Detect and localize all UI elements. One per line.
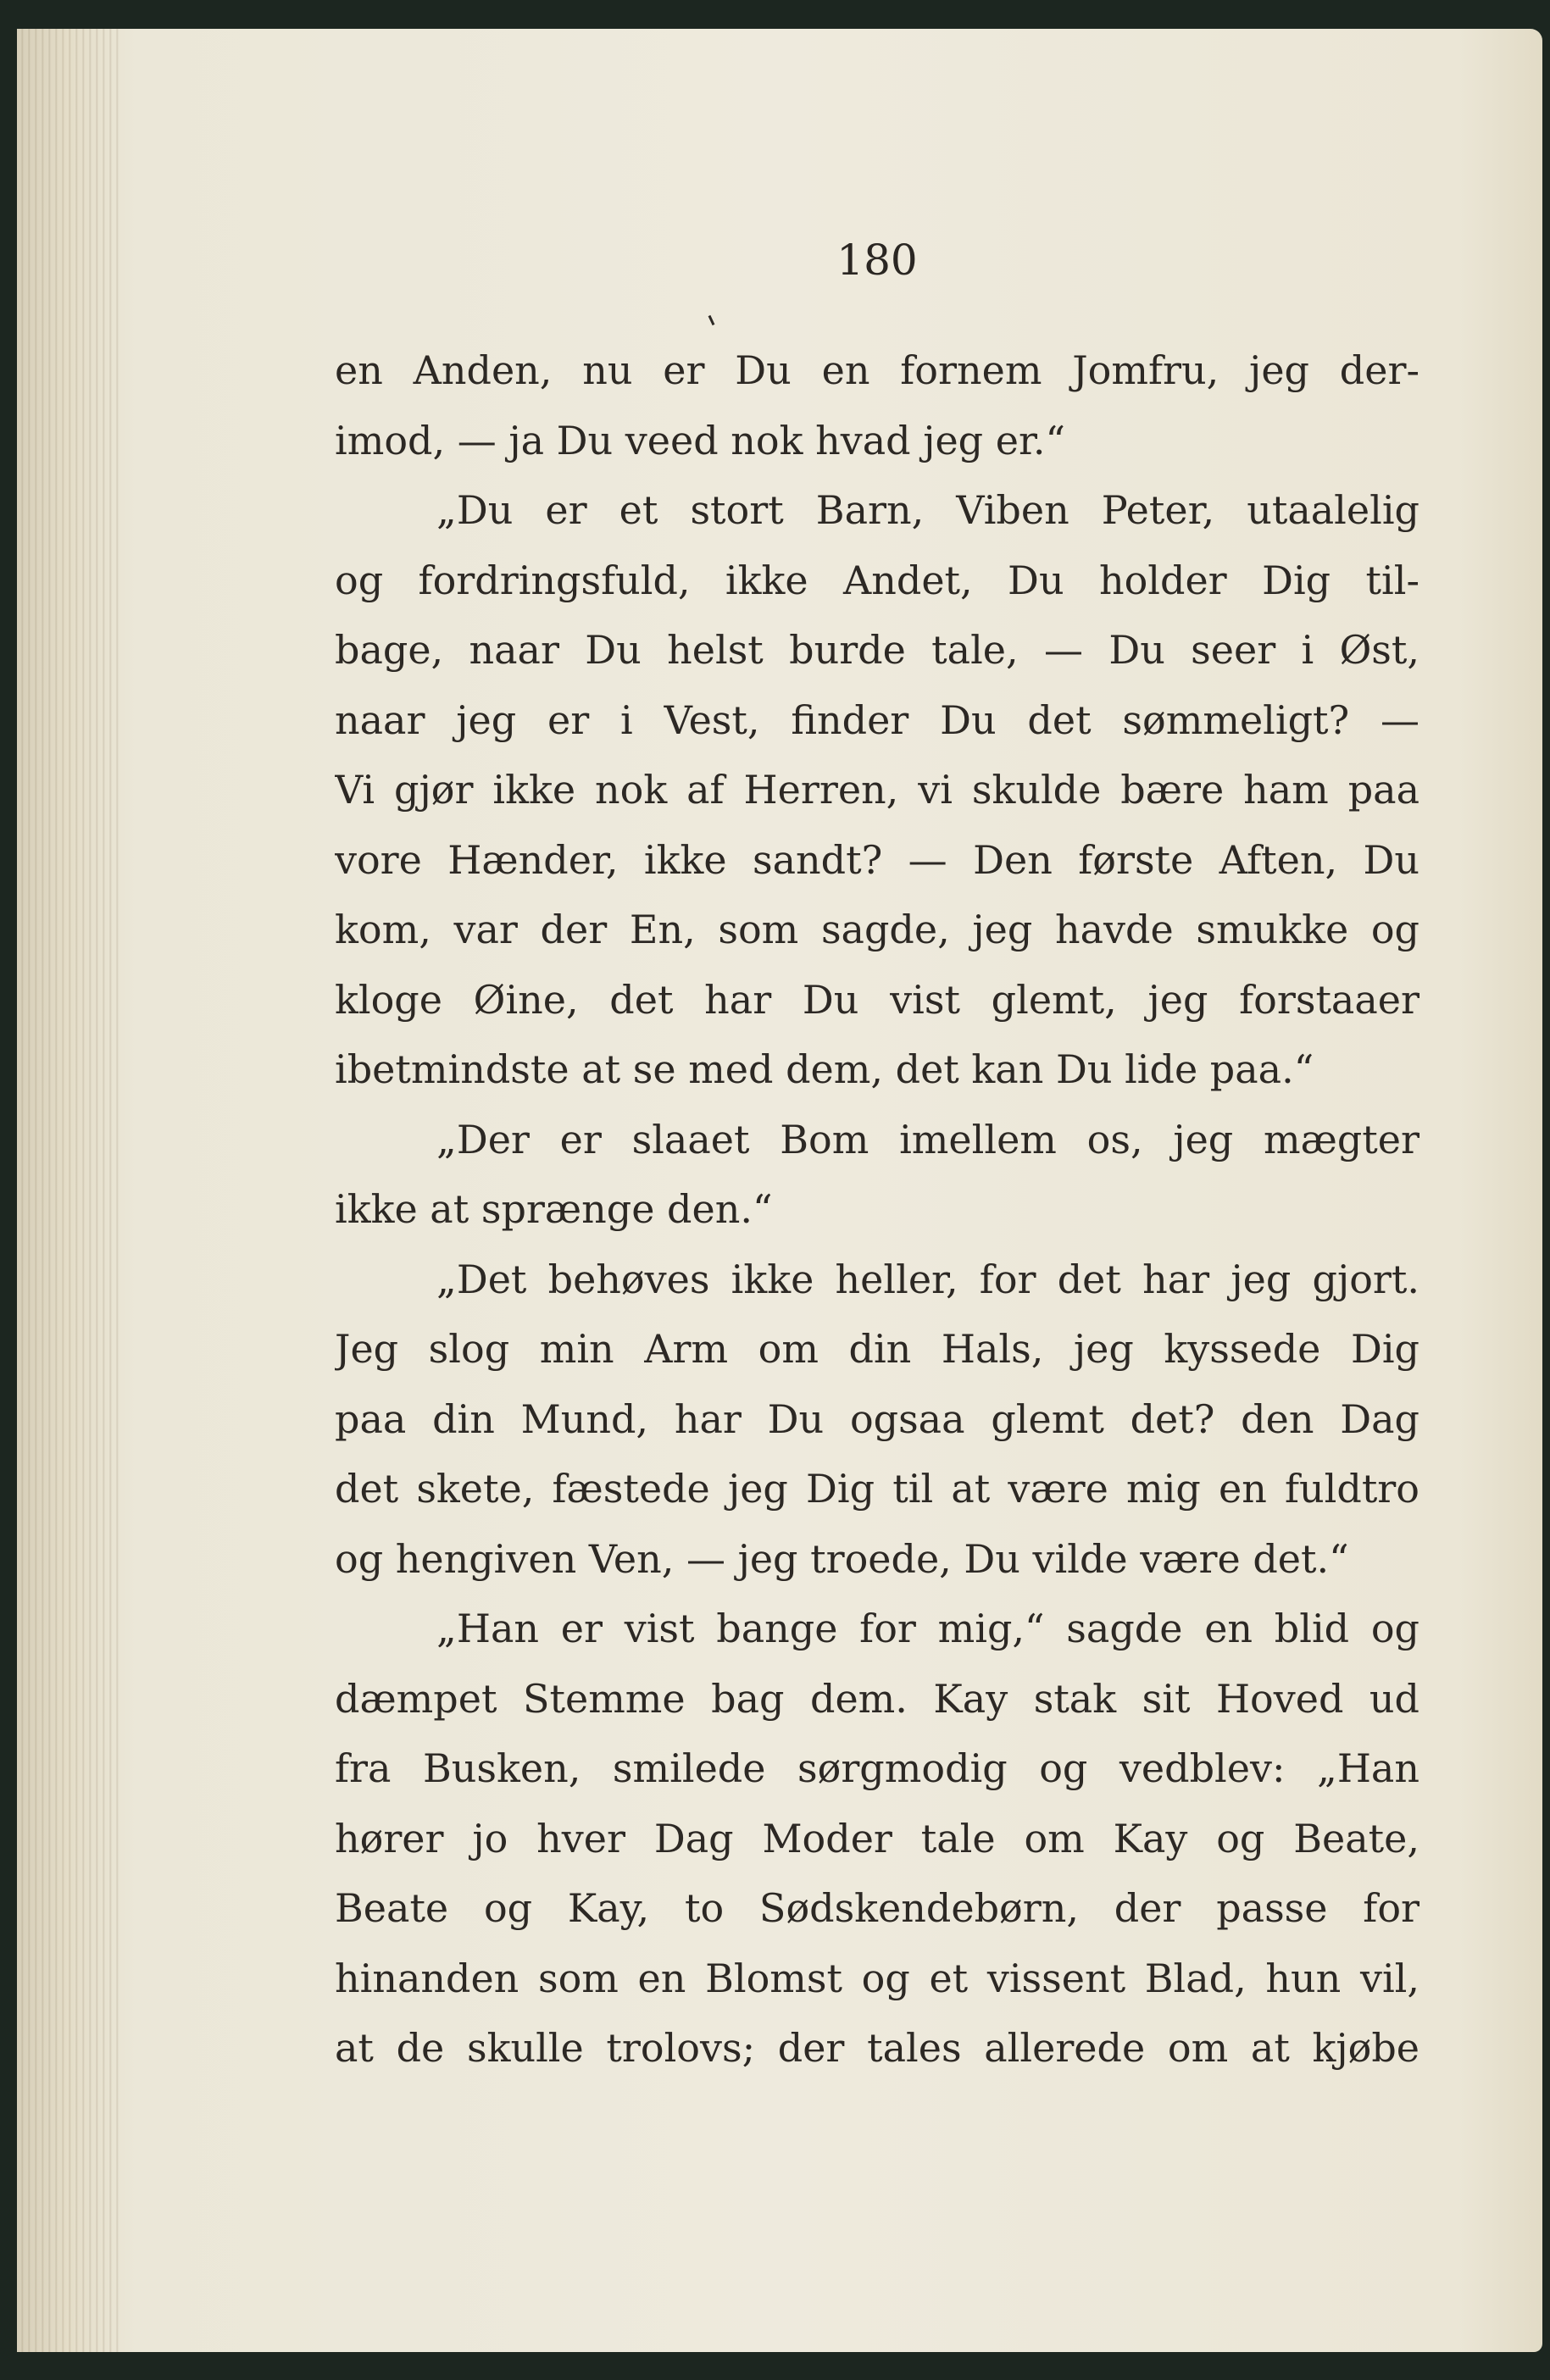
text-line: at de skulle trolovs; der tales allerede om at kjøbe [335, 2025, 1419, 2071]
page-number: 180 [836, 236, 918, 285]
text-line: „Der er slaaet Bom imellem os, jeg mægter [436, 1116, 1419, 1162]
page-stack-edges [17, 29, 119, 2352]
text-line: vore Hænder, ikke sandt? — Den første Aften, Du [335, 836, 1419, 883]
text-line: naar jeg er i Vest, finder Du det sømmeligt? — [335, 696, 1419, 743]
text-line: ikke at sprænge den.“ [335, 1186, 773, 1232]
text-line: Beate og Kay, to Sødskendebørn, der passe for [335, 1885, 1419, 1931]
text-line: Jeg slog min Arm om din Hals, jeg kyssede Dig [335, 1326, 1419, 1372]
text-line: fra Busken, smilede sørgmodig og vedblev: „Han [335, 1745, 1419, 1791]
text-line: imod, — ja Du veed nok hvad jeg er.“ [335, 417, 1066, 463]
text-line: og hengiven Ven, — jeg troede, Du vilde være det.“ [335, 1535, 1349, 1582]
text-line: kloge Øine, det har Du vist glemt, jeg forstaaer [335, 976, 1419, 1023]
text-line: dæmpet Stemme bag dem. Kay stak sit Hoved ud [335, 1675, 1419, 1722]
text-line: hinanden som en Blomst og et vissent Blad, hun vil, [335, 1955, 1419, 2001]
body-text [335, 336, 1419, 2083]
text-line: en Anden, nu er Du en fornem Jomfru, jeg der- [335, 347, 1419, 393]
text-line: kom, var der En, som sagde, jeg havde smukke og [335, 907, 1419, 952]
text-line: det skete, fæstede jeg Dig til at være mig en fuldtro [335, 1466, 1419, 1512]
text-line: „Du er et stort Barn, Viben Peter, utaalelig [436, 487, 1419, 533]
text-line: Vi gjør ikke nok af Herren, vi skulde bære ham paa [335, 767, 1419, 813]
text-line: paa din Mund, har Du ogsaa glemt det? den Dag [335, 1395, 1419, 1442]
text-line: „Han er vist bange for mig,“ sagde en blid og [436, 1606, 1419, 1651]
text-line: og fordringsfuld, ikke Andet, Du holder Dig til- [335, 557, 1419, 603]
text-line: bage, naar Du helst burde tale, — Du seer i Øst, [335, 627, 1419, 673]
text-line: ibetmindste at se med dem, det kan Du lide paa.“ [335, 1046, 1314, 1092]
text-line: „Det behøves ikke heller, for det har jeg gjort. [436, 1256, 1419, 1302]
text-line: hører jo hver Dag Moder tale om Kay og Beate, [335, 1815, 1419, 1861]
